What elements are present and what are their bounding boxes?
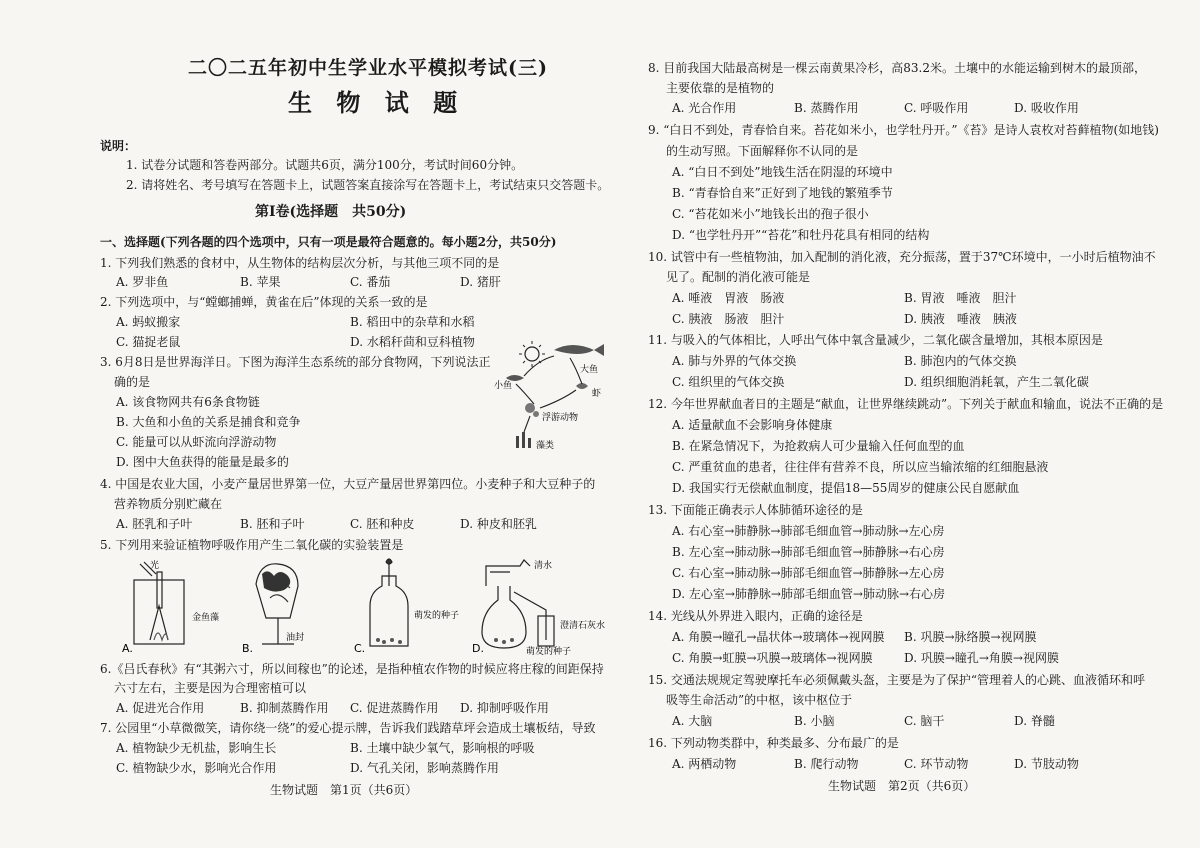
q16-option-b: B. 爬行动物 <box>794 757 859 771</box>
label-oil-seal: 油封 <box>286 633 305 643</box>
q3-option-c: C. 能量可以从虾流向浮游动物 <box>116 435 277 449</box>
q15-option-b: B. 小脑 <box>794 714 835 728</box>
q8-option-b: B. 蒸腾作用 <box>794 101 859 115</box>
q10-option-a: A. 唾液 胃液 肠液 <box>672 291 785 305</box>
apparatus-a-label: A. <box>122 642 133 655</box>
q15-option-c: C. 脑干 <box>904 714 945 728</box>
q4-option-d: D. 种皮和胚乳 <box>460 517 537 531</box>
label-limewater: 澄清石灰水 <box>560 621 606 631</box>
q6-option-c: C. 促进蒸腾作用 <box>350 701 439 715</box>
q15-stem-line-1: 15. 交通法规规定驾驶摩托车必须佩戴头盔，主要是为了保护“管理着人的心跳、血液循环和呼 <box>648 673 1146 687</box>
q13-option-d: D. 左心室→肺静脉→肺部毛细血管→肺动脉→右心房 <box>672 587 946 601</box>
q11-option-a: A. 肺与外界的气体交换 <box>672 354 797 368</box>
label-germinating-seeds-d: 萌发的种子 <box>526 647 572 656</box>
q11-option-d: D. 组织细胞消耗氧，产生二氧化碳 <box>904 375 1089 389</box>
q11-option-c: C. 组织里的气体交换 <box>672 375 785 389</box>
q6-option-d: D. 抑制呼吸作用 <box>460 701 549 715</box>
zooplankton-icon <box>525 403 535 413</box>
label-golden-algae: 金鱼藻 <box>192 613 220 623</box>
q8-option-c: C. 呼吸作用 <box>904 101 969 115</box>
q15-stem-line-2: 吸等生命活动”的中枢，该中枢位于 <box>666 693 853 707</box>
algae-icon <box>516 432 531 448</box>
notes-heading: 说明： <box>100 139 137 153</box>
q13-option-a: A. 右心室→肺静脉→肺部毛细血管→肺动脉→左心房 <box>672 524 945 538</box>
q8-stem-line-1: 8. 目前我国大陆最高树是一棵云南黄果冷杉，高83.2米。土壤中的水能运输到树木的最顶部， <box>648 61 1146 75</box>
q16-option-c: C. 环节动物 <box>904 757 969 771</box>
note-2: 2. 请将姓名、考号填写在答题卡上，试题答案直接涂写在答题卡上，考试结束只交答题卡。 <box>126 178 610 192</box>
q11-stem: 11. 与吸入的气体相比，人呼出气体中氧含量减少，二氧化碳含量增加，其根本原因是 <box>648 333 1103 347</box>
q4-option-c: C. 胚和种皮 <box>350 517 415 531</box>
q15-option-d: D. 脊髓 <box>1014 714 1055 728</box>
q2-option-c: C. 猫捉老鼠 <box>116 335 181 349</box>
q1-option-a: A. 罗非鱼 <box>116 275 169 289</box>
q14-option-b: B. 巩膜→脉络膜→视网膜 <box>904 630 1037 644</box>
q12-option-c: C. 严重贫血的患者，往往伴有营养不良，所以应当输浓缩的红细胞悬液 <box>672 460 1049 474</box>
q12-option-b: B. 在紧急情况下，为抢救病人可少量输入任何血型的血 <box>672 439 965 453</box>
q14-stem: 14. 光线从外界进入眼内，正确的途径是 <box>648 609 863 623</box>
instruction: 一、选择题(下列各题的四个选项中，只有一项是最符合题意的。每小题2分，共50分) <box>100 235 557 249</box>
label-small-fish: 小鱼 <box>494 381 513 391</box>
q14-option-a: A. 角膜→瞳孔→晶状体→玻璃体→视网膜 <box>672 630 885 644</box>
q1-option-b: B. 苹果 <box>240 275 281 289</box>
q13-stem: 13. 下面能正确表示人体肺循环途径的是 <box>648 503 863 517</box>
sun-rays <box>519 341 545 367</box>
big-fish-tail <box>594 344 604 356</box>
page-2 <box>648 0 1164 848</box>
q4-stem-line-2: 营养物质分别贮藏在 <box>114 497 223 511</box>
q1-option-d: D. 猪肝 <box>460 275 501 289</box>
q10-stem-line-2: 见了。配制的消化液可能是 <box>666 270 811 284</box>
apparatus-a <box>134 562 184 644</box>
q16-stem: 16. 下列动物类群中，种类最多、分布最广的是 <box>648 736 899 750</box>
note-1: 1. 试卷分试题和答卷两部分。试题共6页，满分100分，考试时间60分钟。 <box>126 158 524 172</box>
q7-option-c: C. 植物缺少水，影响光合作用 <box>116 761 277 775</box>
experiment-apparatus-figure <box>110 556 650 656</box>
label-shrimp: 虾 <box>592 389 602 399</box>
label-germinating-seeds-c: 萌发的种子 <box>414 611 460 621</box>
q10-option-c: C. 胰液 肠液 胆汁 <box>672 312 785 326</box>
label-light: 光 <box>150 561 160 571</box>
apparatus-b-label: B. <box>242 642 254 655</box>
food-web-figure <box>494 338 624 456</box>
label-big-fish: 大鱼 <box>580 365 599 375</box>
q2-option-d: D. 水稻秆茴和豆科植物 <box>350 335 475 349</box>
q6-stem-line-1: 6.《吕氏春秋》有“其粥六寸，所以间稼也”的论述，是指种植农作物的时候应将庄稼的间距保持 <box>100 662 604 676</box>
q4-option-a: A. 胚乳和子叶 <box>116 517 193 531</box>
apparatus-c <box>370 559 408 646</box>
q15-option-a: A. 大脑 <box>672 714 713 728</box>
q6-option-b: B. 抑制蒸腾作用 <box>240 701 329 715</box>
q9-option-d: D. “也学牡丹开”“苔花”和牡丹花具有相同的结构 <box>672 228 930 242</box>
q6-stem-line-2: 六寸左右，主要是因为合理密植可以 <box>114 681 307 695</box>
q2-stem: 2. 下列选项中，与“螳螂捕蝉，黄雀在后”体现的关系一致的是 <box>100 295 428 309</box>
q12-stem: 12. 今年世界献血者日的主题是“献血，让世界继续跳动”。下列关于献血和输血，说法不正确的是 <box>648 397 1164 411</box>
q2-option-a: A. 蚂蚁搬家 <box>116 315 181 329</box>
q2-option-b: B. 稻田中的杂草和水稻 <box>350 315 475 329</box>
q7-option-b: B. 土壤中缺少氧气，影响根的呼吸 <box>350 741 535 755</box>
q6-option-a: A. 促进光合作用 <box>116 701 205 715</box>
exam-subtitle: 生 物 试 题 <box>288 88 466 117</box>
q12-option-a: A. 适量献血不会影响身体健康 <box>672 418 833 432</box>
exam-title: 二〇二五年初中生学业水平模拟考试(三) <box>188 57 548 79</box>
big-fish-icon <box>554 345 594 354</box>
q8-option-d: D. 吸收作用 <box>1014 101 1079 115</box>
q5-stem: 5. 下列用来验证植物呼吸作用产生二氧化碳的实验装置是 <box>100 538 404 552</box>
q4-stem-line-1: 4. 中国是农业大国，小麦产量居世界第一位，大豆产量居世界第四位。小麦种子和大豆种子的 <box>100 477 596 491</box>
q9-option-b: B. “青春恰自来”正好到了地钱的繁殖季节 <box>672 186 893 200</box>
q9-stem-line-1: 9. “白日不到处，青春恰自来。苔花如米小，也学牡丹开。”《苔》是诗人袁枚对苔藓植物(如地钱) <box>648 123 1159 137</box>
q14-option-c: C. 角膜→虹膜→巩膜→玻璃体→视网膜 <box>672 651 873 665</box>
page-1 <box>100 0 660 848</box>
q10-option-d: D. 胰液 唾液 胰液 <box>904 312 1017 326</box>
label-algae: 藻类 <box>536 441 555 451</box>
page-1-footer: 生物试题 第1页（共6页） <box>270 783 418 797</box>
q14-option-d: D. 巩膜→瞳孔→角膜→视网膜 <box>904 651 1059 665</box>
q16-option-a: A. 两栖动物 <box>672 757 737 771</box>
q9-option-a: A. “白日不到处”地钱生活在阴湿的环境中 <box>672 165 893 179</box>
q10-stem-line-1: 10. 试管中有一些植物油，加入配制的消化液，充分振荡，置于37℃环境中，一小时后植物油不 <box>648 250 1156 264</box>
q11-option-b: B. 肺泡内的气体交换 <box>904 354 1017 368</box>
apparatus-d-label: D. <box>472 642 484 655</box>
q1-stem: 1. 下列我们熟悉的食材中，从生物体的结构层次分析，与其他三项不同的是 <box>100 256 500 270</box>
q3-option-d: D. 图中大鱼获得的能量是最多的 <box>116 455 289 469</box>
q9-stem-line-2: 的生动写照。下面解释你不认同的是 <box>666 144 859 158</box>
q10-option-b: B. 胃液 唾液 胆汁 <box>904 291 1017 305</box>
q3-stem-line-1: 3. 6月8日是世界海洋日。下图为海洋生态系统的部分食物网，下列说法正 <box>100 355 491 369</box>
seeds-icon <box>376 638 402 644</box>
q7-stem: 7. 公园里“小草微微笑，请你绕一绕”的爱心提示牌，告诉我们践踏草坪会造成土壤板结，导致 <box>100 721 596 735</box>
label-zooplankton: 浮游动物 <box>542 413 579 423</box>
section-title: 第Ⅰ卷(选择题 共50分) <box>255 204 407 220</box>
q12-option-d: D. 我国实行无偿献血制度，提倡18—55周岁的健康公民自愿献血 <box>672 481 1020 495</box>
apparatus-c-label: C. <box>354 642 366 655</box>
q1-option-c: C. 番茄 <box>350 275 391 289</box>
q13-option-c: C. 右心室→肺动脉→肺部毛细血管→肺静脉→左心房 <box>672 566 945 580</box>
apparatus-d <box>482 560 554 648</box>
sun-icon <box>525 347 539 361</box>
seeds-d-icon <box>494 638 514 644</box>
plant-leaves-icon <box>262 571 290 591</box>
q3-stem-line-2: 确的是 <box>114 375 151 389</box>
q3-option-a: A. 该食物网共有6条食物链 <box>116 395 260 409</box>
q4-option-b: B. 胚和子叶 <box>240 517 305 531</box>
q7-option-d: D. 气孔关闭，影响蒸腾作用 <box>350 761 499 775</box>
q13-option-b: B. 左心室→肺动脉→肺部毛细血管→肺静脉→右心房 <box>672 545 945 559</box>
q8-stem-line-2: 主要依靠的是植物的 <box>666 81 775 95</box>
page-2-footer: 生物试题 第2页（共6页） <box>828 779 976 793</box>
q9-option-c: C. “苔花如米小”地钱长出的孢子很小 <box>672 207 869 221</box>
q8-option-a: A. 光合作用 <box>672 101 737 115</box>
label-clear-water: 清水 <box>534 561 553 571</box>
q7-option-a: A. 植物缺少无机盐，影响生长 <box>116 741 277 755</box>
q16-option-d: D. 节肢动物 <box>1014 757 1079 771</box>
q3-option-b: B. 大鱼和小鱼的关系是捕食和竞争 <box>116 415 301 429</box>
